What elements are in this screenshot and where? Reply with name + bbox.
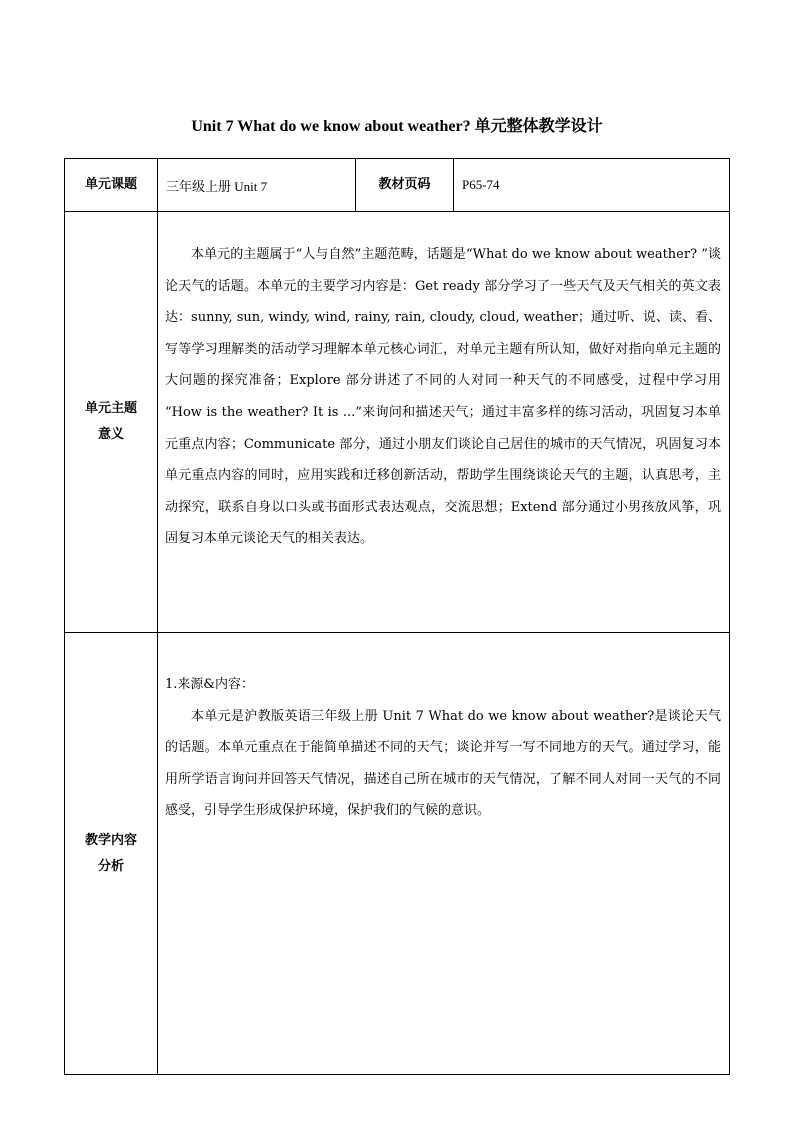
textbook-pages-label: 教材页码 — [356, 159, 454, 212]
content-analysis-label — [65, 633, 158, 1075]
table-row-analysis — [65, 633, 730, 1075]
analysis-label-line2: 分析 — [97, 858, 124, 874]
analysis-heading: 1.来源&内容： — [165, 677, 254, 692]
theme-label-line2: 意义 — [97, 427, 124, 442]
unit-topic-label: 单元课题 — [65, 159, 158, 212]
textbook-pages-value: P65-74 — [454, 159, 730, 212]
analysis-text: 本单元是沪教版英语三年级上册 Unit 7 What do we know about weather?是谈论天气的话题。本单元重点在于能简单描述不同的天气；谈论并写一写不同地方的天气。通过学习，能用所学语言询问并回答天气情况，描述自己所在城市的天气情况，了解不同人对同一天气的不同感受，引导学生形成保护环境，保护我们的气候的意识。 — [165, 708, 721, 819]
theme-significance-label — [65, 212, 158, 633]
lesson-plan-table — [64, 158, 730, 1075]
unit-topic-value: 三年级上册 Unit 7 — [158, 159, 356, 212]
theme-label-line1: 单元主题 — [84, 401, 137, 416]
theme-significance-text: 本单元的主题属于“人与自然”主题范畴，话题是“What do we know about weather? ”谈论天气的话题。本单元的主要学习内容是：Get ready 部分学习了一些天气及天气相关的英文表达：sunny, sun, windy, wind, rainy, rain, cloudy, cloud, weather；通过听、说、读、看、写等学习理解类的活动学习理解本单元核心词汇，对单元主题有所认知，做好对指向单元主题的大问题的探究准备；Explore 部分讲述了不同的人对同一种天气的不同感受，过程中学习用 “How is the weather? It is ...”来询问和描述天气；通过丰富多样的练习活动，巩固复习本单元重点内容；Communicate 部分，通过小朋友们谈论自己居住的城市的天气情况，巩固复习本单元重点内容的同时，应用实践和迁移创新活动，帮助学生围绕谈论天气的主题，认真思考，主动探究，联系自身以口头或书面形式表达观点，交流思想；Extend 部分通过小男孩放风筝，巩固复习本单元谈论天气的相关表达。 — [165, 247, 721, 547]
theme-significance-text-cell — [158, 212, 730, 633]
document-title: Unit 7 What do we know about weather? 单元整体教学设计 — [191, 118, 603, 135]
table-row-theme — [65, 212, 730, 633]
content-analysis-text-cell — [158, 633, 730, 1075]
analysis-label-line1: 教学内容 — [84, 832, 137, 848]
table-row-unit — [65, 159, 730, 212]
